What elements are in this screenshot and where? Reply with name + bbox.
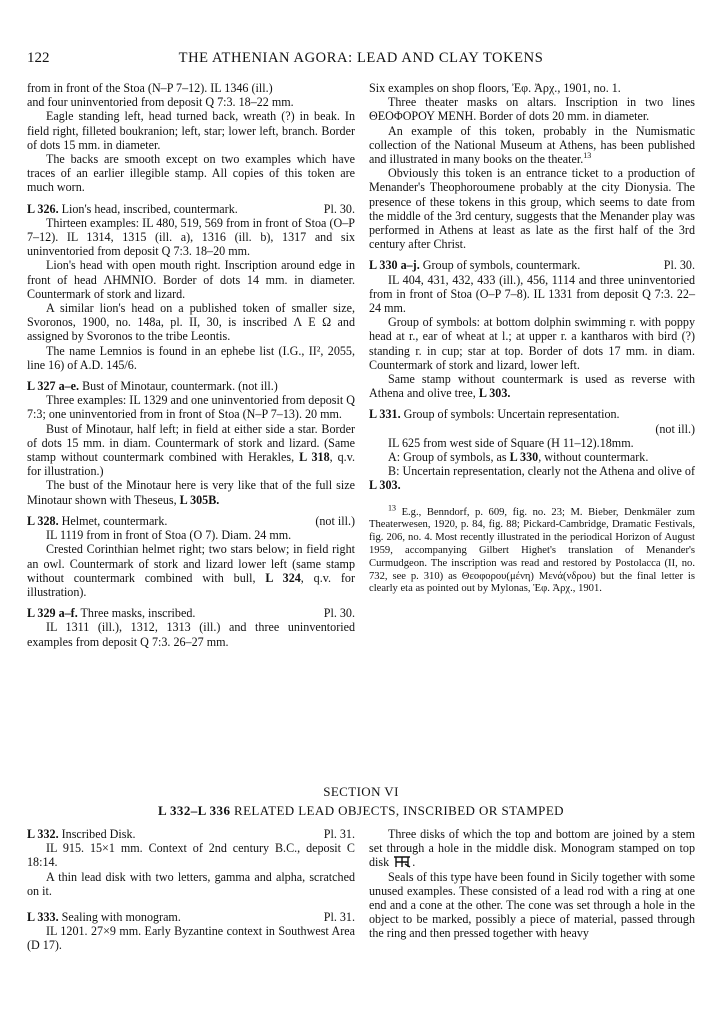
footnote [369, 503, 695, 597]
cross-reference: L 305B. [179, 492, 220, 507]
paragraph: Three disks of which the top and bottom are joined by a stem set through a hole in the middle disk. Monogram stamped on top disk . [369, 827, 695, 870]
entry-heading-l327 [27, 379, 355, 393]
paragraph-text: Same stamp without countermark is used as reverse with Athena and olive tree, [369, 372, 695, 401]
right-column [369, 81, 695, 596]
entry-title: Three masks, inscribed. [80, 606, 196, 621]
entry-title: Group of symbols, countermark. [422, 258, 581, 273]
paragraph: Three examples: IL 1329 and one uninventoried from deposit Q 7:3; one uninventoried from in front of Stoa (N–P 7–13). 20 mm. [27, 393, 355, 422]
section-range: L 332–L 336 [158, 803, 231, 818]
page-number: 122 [27, 50, 50, 66]
cross-reference: L 303. [478, 386, 511, 401]
monogram-icon [392, 855, 412, 868]
entry-heading-l331 [369, 407, 695, 421]
paragraph-text: Bust of Minotaur, half left; in field at either side a star. Border of dots 15 mm. in diam. Countermark of stork and lizard. (Same stamp without countermark combined with Herakles, [27, 421, 355, 465]
paragraph [369, 124, 695, 167]
plate-ref: Pl. 31. [323, 827, 355, 841]
cross-reference: L 303. [369, 478, 401, 493]
paragraph-text: The bust of the Minotaur here is very like that of the full size Minotaur shown with Theseus, [27, 478, 355, 507]
entry-title: Bust of Minotaur, countermark. (not ill.) [82, 379, 278, 394]
paragraph: and four uninventoried from deposit Q 7:3. 18–22 mm. [27, 95, 294, 110]
paragraph: IL 1311 (ill.), 1312, 1313 (ill.) and three uninventoried examples from deposit Q 7:3. 26–27 mm. [27, 620, 355, 649]
entry-title: Lion's head, inscribed, countermark. [61, 201, 238, 216]
entry-id: L 331. [369, 407, 401, 422]
paragraph: IL 915. 15×1 mm. Context of 2nd century B.C., deposit C 18:14. [27, 841, 355, 870]
paragraph-text: , q.v. for illustration.) [27, 450, 355, 479]
paragraph: Thirteen examples: IL 480, 519, 569 from in front of Stoa (O–P 7–12). IL 1314, 1315 (ill. a), 1316 (ill. b), 1317 and six uninventoried from deposit Q 7:3. 18–20 mm. [27, 215, 355, 259]
paragraph: IL 1119 from in front of Stoa (O 7). Diam. 24 mm. [46, 528, 292, 543]
entry-heading-l332 [27, 827, 355, 841]
paragraph [27, 422, 355, 479]
plate-ref: Pl. 30. [323, 201, 355, 216]
running-title: THE ATHENIAN AGORA: LEAD AND CLAY TOKENS [178, 50, 544, 66]
paragraph-text: A: Group of symbols, as [388, 450, 507, 465]
illustration-note: (not ill.) [655, 421, 695, 436]
footnote-number: 13 [388, 503, 396, 513]
bottom-left-column [27, 827, 355, 953]
plate-ref: Pl. 31. [323, 910, 355, 925]
plate-ref: Pl. 30. [323, 606, 355, 621]
entry-id: L 332. [27, 827, 59, 841]
paragraph [27, 478, 355, 506]
entry-heading-l333 [27, 910, 355, 924]
paragraph [27, 542, 355, 599]
entry-heading-l329 [27, 606, 355, 620]
paragraph [369, 372, 695, 400]
left-column [27, 81, 355, 649]
section-label: SECTION VI [323, 784, 399, 799]
entry-title: Sealing with monogram. [61, 910, 181, 925]
cross-reference: L 324 [265, 570, 301, 585]
entry-title: Helmet, countermark. [61, 513, 168, 528]
entry-title: Inscribed Disk. [61, 827, 136, 841]
paragraph: IL 1201. 27×9 mm. Early Byzantine context in Southwest Area (D 17). [27, 924, 355, 953]
paragraph [369, 464, 695, 492]
paragraph: A thin lead disk with two letters, gamma and alpha, scratched on it. [27, 869, 355, 898]
paragraph: Three theater masks on altars. Inscription in two lines ΘΕΟΦΟΡΟΥ ΜΕΝΗ. Border of dots 20 mm. in diameter. [369, 95, 695, 124]
entry-id: L 327 a–e. [27, 379, 80, 394]
plate-ref: Pl. 30. [663, 258, 695, 273]
paragraph: The backs are smooth except on two examples which have traces of an earlier illegible stamp. All copies of this token are much worn. [27, 152, 355, 195]
entry-id: L 329 a–f. [27, 606, 78, 621]
entry-id: L 333. [27, 910, 59, 925]
entry-title: Group of symbols: Uncertain representation. [403, 407, 620, 422]
paragraph-text: An example of this token, probably in the Numismatic collection of the National Museum at Athens, has been published and illustrated in many books on the theater. [369, 123, 695, 167]
paragraph-text: , q.v. for illustration). [27, 570, 355, 599]
entry-id: L 330 a–j. [369, 258, 420, 273]
footnote-marker[interactable]: 13 [583, 150, 592, 160]
paragraph-text: B: Uncertain representation, clearly not the Athena and olive of [388, 464, 695, 479]
paragraph: from in front of the Stoa (N–P 7–12). IL 1346 (ill.) [27, 81, 273, 95]
entry-heading-l330 [369, 258, 695, 272]
paragraph-text: Crested Corinthian helmet right; two stars below; in field right an owl. Countermark of stork and lizard lower left (same stamp without countermark combined with bull, [27, 542, 355, 585]
bottom-right-column [369, 827, 695, 941]
section-title [0, 803, 722, 819]
paragraph: Group of symbols: at bottom dolphin swimming r. with poppy head at r., ear of wheat at l.; at upper r. a kantharos with bird (?) standing r. in cup; star at top. Border of dots 17 mm. in diam. Countermark of stork and lizard, lower left. [369, 315, 695, 372]
entry-heading-l326 [27, 202, 355, 216]
paragraph [369, 450, 695, 464]
section-title-text: RELATED LEAD OBJECTS, INSCRIBED OR STAMPED [234, 803, 564, 818]
paragraph: A similar lion's head on a published token of smaller size, Svoronos, 1900, no. 148a, pl. II, 30, is inscribed Λ Ε Ω and assigned by Svoronos to the tribe Leontis. [27, 301, 355, 344]
entry-heading-l328 [27, 514, 355, 528]
paragraph: Lion's head with open mouth right. Inscription around edge in front of head ΛΗΜΝΙΟ. Border of dots 14 mm. in diameter. Countermark of stork and lizard. [27, 258, 355, 301]
page-header [27, 50, 695, 70]
paragraph-text: Three disks of which the top and bottom are joined by a stem set through a hole in the middle disk. Monogram stamped on top disk [369, 827, 695, 870]
paragraph: IL 404, 431, 432, 433 (ill.), 456, 1114 and three uninventoried from in front of Stoa (O–P 7–8). IL 1331 from deposit Q 7:3. 22–24 mm. [369, 272, 695, 316]
entry-id: L 326. [27, 201, 59, 216]
paragraph: Seals of this type have been found in Sicily together with some unused examples. These consisted of a lead rod with a ring at one end and a cone at the other. The cone was set through a hole in the object to be marked, possibly a piece of material, passed through the ring and then pressed together with heavy [369, 869, 695, 941]
paragraph: Eagle standing left, head turned back, wreath (?) in beak. In field right, filleted boukranion; left, star; lower left, branch. Border of dots 15 mm. in diameter. [27, 109, 355, 152]
footnote-text: E.g., Benndorf, p. 609, fig. no. 23; M. Bieber, Denkmäler zum Theaterwesen, 1920, p. 84, fig. 88; Pickard-Cambridge, Dramatic Festivals, fig. 206, no. 4. Most recently illustrated in the periodical Horizon of August 1959, accompanying Gilbert Highet's translation of Menander's Curmudgeon. The inscription was read and restored by Postolacca (II, no. 732, see p. 310) as Θεοφορου(μένη) Μενά(νδρου) but the final letter is clearly eta as pointed out by Mylonas, Ἐφ. Ἀρχ., 1901. [369, 506, 695, 595]
cross-reference: L 318 [299, 450, 330, 465]
paragraph: IL 625 from west side of Square (H 11–12).18mm. [388, 435, 634, 450]
cross-reference: L 330 [509, 450, 539, 465]
paragraph: Obviously this token is an entrance ticket to a production of Menander's Theophoroumene probably at the city Dionysia. The presence of these tokens in this group, which seems to date from the middle of the 3rd century, suggests that the Menander play was performed in Athens at least as late as the first half of the 3rd century after Christ. [369, 166, 695, 252]
illustration-note: (not ill.) [315, 513, 355, 528]
paragraph: The name Lemnios is found in an ephebe list (I.G., II², 2055, line 16) of A.D. 145/6. [27, 343, 355, 372]
paragraph: Six examples on shop floors, Ἐφ. Ἀρχ., 1901, no. 1. [369, 81, 621, 95]
paragraph-text: , without countermark. [538, 450, 649, 465]
entry-id: L 328. [27, 513, 59, 528]
